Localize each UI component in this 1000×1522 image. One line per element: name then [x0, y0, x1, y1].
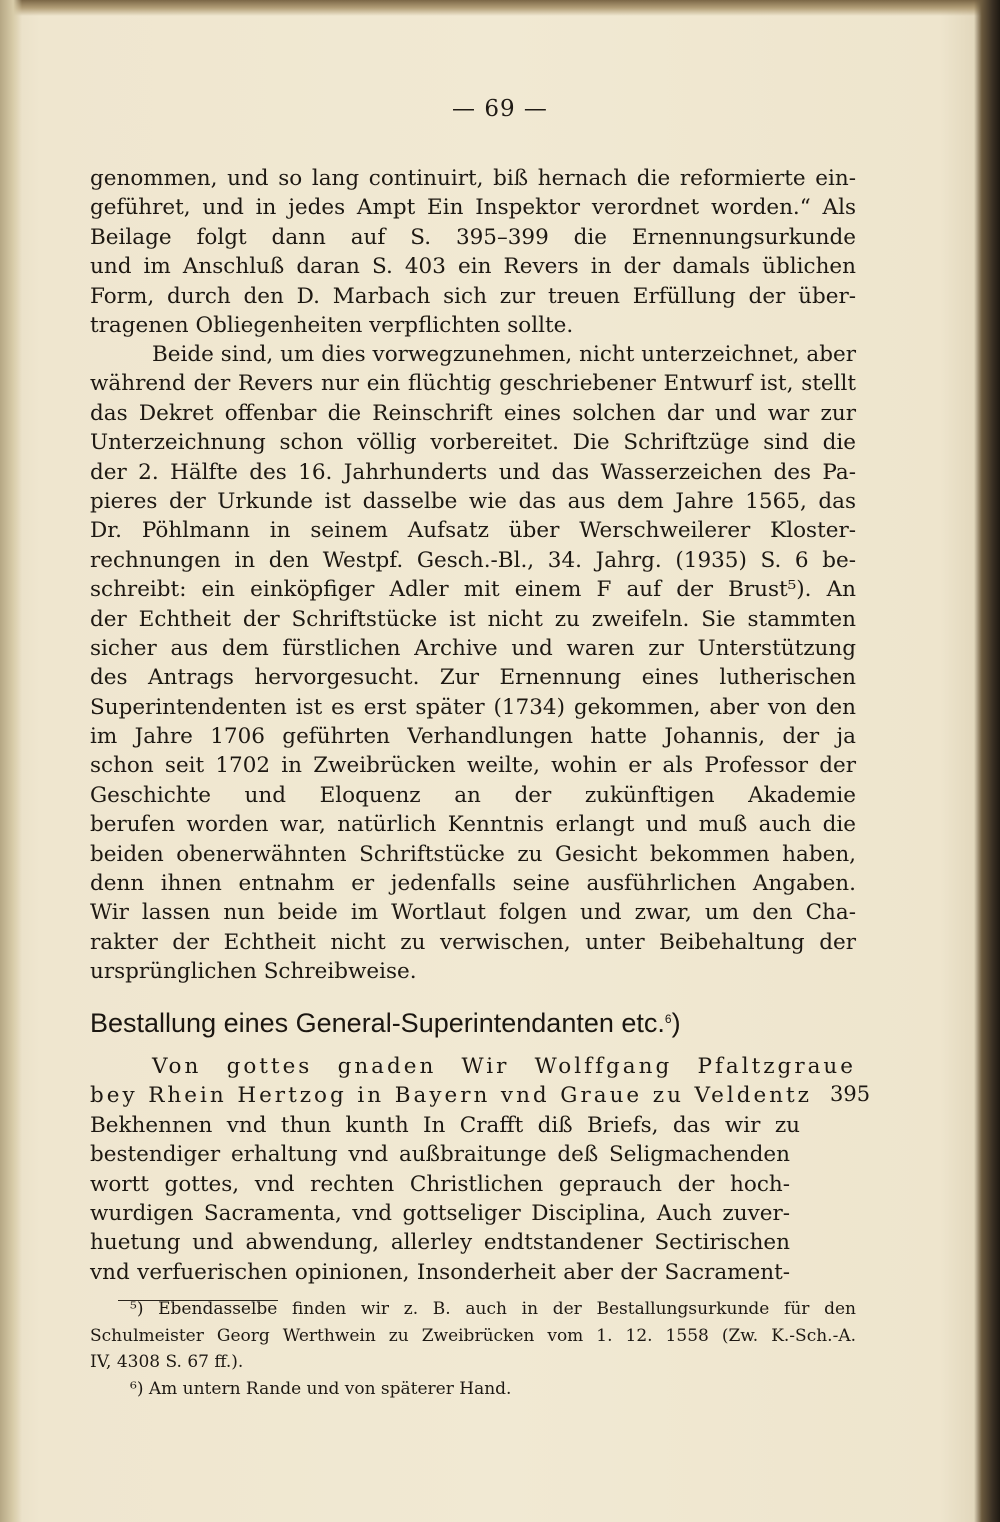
text-line: Beilage folgt dann auf S. 395–399 die Ernennungsurkunde [90, 224, 856, 250]
text-line: genommen, und so lang continuirt, biß hernach die reformierte ein- [90, 166, 856, 191]
text-line: vnd verfuerischen opinionen, Insonderheit aber der Sacrament- [90, 1259, 790, 1285]
text-line: Superintendenten ist es erst später (1734) gekommen, aber von den [90, 694, 856, 720]
text-line: rechnungen in den Westpf. Gesch.-Bl., 34. Jahrg. (1935) S. 6 be- [90, 547, 856, 573]
heading-footnote-marker: 6 [664, 1012, 672, 1026]
page-top-edge [0, 0, 1000, 16]
text-line: bestendiger erhaltung vnd außbraitunge deß Seligmachenden [90, 1142, 790, 1168]
text-line: bey Rhein Hertzog in Bayern vnd Graue zu Veldentz [90, 1083, 812, 1109]
text-line: Von gottes gnaden Wir Wolffgang Pfaltzgraue [152, 1054, 856, 1079]
footnote-line: IV, 4308 S. 67 ff.). [90, 1352, 244, 1372]
paragraph-2 [90, 340, 856, 987]
text-line: das Dekret offenbar die Reinschrift eines solchen dar und war zur [90, 400, 856, 426]
footnote-line: ⁶) Am untern Rande und von späterer Hand. [130, 1378, 512, 1399]
footnote-line: Schulmeister Georg Werthwein zu Zweibrücken vom 1. 12. 1558 (Zw. K.-Sch.-A. [90, 1325, 856, 1346]
text-line: Wir lassen nun beide im Wortlaut folgen und zwar, um den Cha- [90, 900, 856, 926]
footnotes [90, 1296, 856, 1402]
footnote-line: ⁵) Ebendasselbe finden wir z. B. auch in der Bestallungsurkunde für den [130, 1299, 856, 1319]
text-line: während der Revers nur ein flüchtig geschriebener Entwurf ist, stellt [90, 371, 856, 397]
text-line: wortt gottes, vnd rechten Christlichen geprauch der hoch- [90, 1171, 790, 1197]
text-line: und im Anschluß daran S. 403 ein Revers in der damals üblichen [90, 254, 856, 280]
text-line: des Antrags hervorgesucht. Zur Ernennung eines lutherischen [90, 665, 856, 691]
text-line: beiden obenerwähnten Schriftstücke zu Gesicht bekommen haben, [90, 841, 856, 867]
text-line: Form, durch den D. Marbach sich zur treuen Erfüllung der über- [90, 283, 856, 309]
text-line: Geschichte und Eloquenz an der zukünftigen Akademie [90, 782, 856, 808]
text-line: Bekhennen vnd thun kunth In Crafft diß Briefs, das wir zu [90, 1112, 800, 1138]
text-line: huetung und abwendung, allerley endtstandener Sectirischen [90, 1230, 790, 1256]
text-line: schreibt: ein einköpfiger Adler mit einem F auf der Brust⁵). An [90, 577, 856, 603]
text-line: ursprünglichen Schreibweise. [90, 959, 417, 985]
text-line: Dr. Pöhlmann in seinem Aufsatz über Werschweilerer Kloster- [90, 518, 856, 544]
text-line: schon seit 1702 in Zweibrücken weilte, wohin er als Professor der [90, 753, 856, 779]
page-number: — 69 — [452, 96, 548, 122]
text-line: pieres der Urkunde ist dasselbe wie das aus dem Jahre 1565, das [90, 488, 856, 514]
paragraph-1 [90, 164, 856, 340]
text-line: wurdigen Sacramenta, vnd gottseliger Disciplina, Auch zuver- [90, 1200, 790, 1226]
text-line: der 2. Hälfte des 16. Jahrhunderts und das Wasserzeichen des Pa- [90, 459, 856, 485]
text-line: denn ihnen entnahm er jedenfalls seine ausführlichen Angaben. [90, 871, 856, 897]
text-line: im Jahre 1706 geführten Verhandlungen hatte Johannis, der ja [90, 724, 856, 750]
text-line: berufen worden war, natürlich Kenntnis erlangt und muß auch die [90, 812, 856, 838]
page-left-edge [0, 0, 22, 1522]
text-line: sicher aus dem fürstlichen Archive und waren zur Unterstützung [90, 635, 856, 661]
section-heading: Bestallung eines General-Superintendanten etc.$^6$) [90, 1008, 681, 1038]
text-line: Unterzeichnung schon völlig vorbereitet. Die Schriftzüge sind die [90, 430, 856, 456]
text-line: der Echtheit der Schriftstücke ist nicht zu zweifeln. Sie stammten [90, 606, 856, 632]
text-line: rakter der Echtheit nicht zu verwischen, unter Beibehaltung der [90, 929, 856, 955]
book-spine-edge [974, 0, 1000, 1522]
margin-page-reference: 395 [830, 1082, 871, 1106]
text-line: geführet, und in jedes Ampt Ein Inspektor verordnet worden.“ Als [90, 195, 856, 221]
paragraph-3 [90, 1052, 856, 1287]
section-heading-text: Bestallung eines General-Superintendanten etc. [90, 1008, 665, 1038]
text-line: tragenen Obliegenheiten verpflichten sollte. [90, 312, 574, 338]
text-line: Beide sind, um dies vorwegzunehmen, nicht unterzeichnet, aber [152, 342, 856, 367]
